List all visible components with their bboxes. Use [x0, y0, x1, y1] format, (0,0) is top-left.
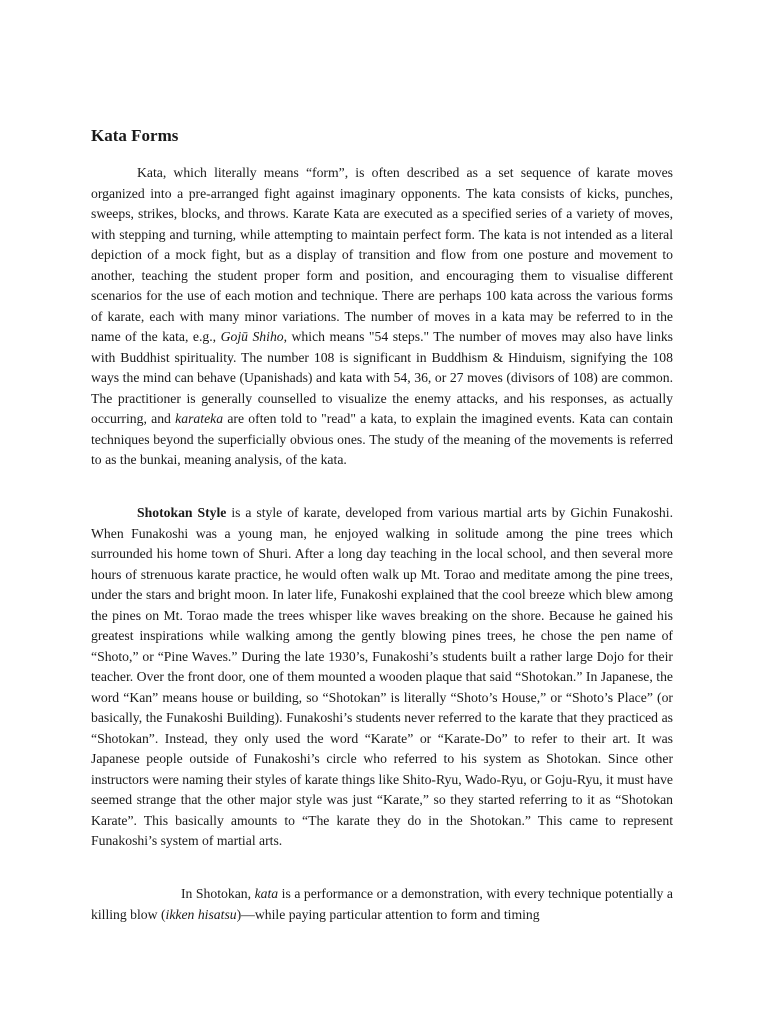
paragraph-text: is a performance or a demonstration, with every technique potentially a killing blow ( [91, 886, 673, 922]
paragraph-text: are often told to "read" a kata, to explain the imagined events. Kata can contain techniques beyond the superficially obvious ones. The study of the meaning of the movements is referred to as the bunkai, meaning analysis, of the kata. [91, 411, 673, 467]
paragraph-text: is a style of karate, developed from various martial arts by Gichin Funakoshi. When Funakoshi was a young man, he enjoyed walking in solitude among the pine trees which surrounded his home town of Shuri. After a long day teaching in the local school, and then several more hours of strenuous karate practice, he would often walk up Mt. Torao and meditate among the pine trees, under the stars and bright moon. In later life, Funakoshi explained that the cool breeze which blew among the pines on Mt. Torao made the trees whisper like waves breaking on the shore. Because he gained his greatest inspirations while walking among the gently blowing pines trees, he chose the pen name of “Shoto,” or “Pine Waves.” During the late 1930’s, Funakoshi’s students built a rather large Dojo for their teacher. Over the front door, one of them mounted a wooden plaque that said “Shotokan.” In Japanese, the word “Kan” means house or building, so “Shotokan” is literally “Shoto’s House,” or “Shoto’s Place” (or basically, the Funakoshi Building). Funakoshi’s students never referred to the karate that they practiced as “Shotokan”. Instead, they only used the word “Karate” or “Karate-Do” to refer to their art. It was Japanese people outside of Funakoshi’s circle who referred to his system as Shotokan. Since other instructors were naming their styles of karate things like Shito-Ryu, Wado-Ryu, or Goju-Ryu, it must have seemed strange that the other major style was just “Karate,” so they started referring to it as “Shotokan Karate”. This basically amounts to “The karate they do in the Shotokan.” This came to represent Funakoshi’s system of martial arts. [91, 505, 673, 848]
paragraph-text: , which means "54 steps." The number of moves may also have links with Buddhist spirituality. The number 108 is significant in Buddhism & Hinduism, signifying the 108 ways the mind can behave (Upanishads) and kata with 54, 36, or 27 moves (divisors of 108) are common. The practitioner is generally counselled to visualize the enemy attacks, and his responses, as actually occurring, and [91, 329, 673, 426]
paragraph-text: )—while paying particular attention to form and timing [236, 906, 540, 922]
italic-term-goju-shiho: Gojū Shiho [220, 329, 284, 344]
paragraph-kata-description [91, 163, 673, 471]
paragraph-shotokan-kata [91, 884, 673, 925]
italic-term-kata: kata [254, 886, 279, 901]
paragraph-shotokan-style [91, 503, 673, 852]
section-heading: Kata Forms [91, 126, 179, 145]
italic-term-ikken-hisatsu: ikken hisatsu [165, 906, 237, 922]
paragraph-text: Kata, which literally means “form”, is often described as a set sequence of karate moves organized into a pre-arranged fight against imaginary opponents. The kata consists of kicks, punches, sweeps, strikes, blocks, and throws. Karate Kata are executed as a specified series of a variety of moves, with stepping and turning, while attempting to maintain perfect form. The kata is not intended as a literal depiction of a mock fight, but as a display of transition and flow from one posture and movement to another, teaching the student proper form and position, and encouraging them to visualise different scenarios for the use of each motion and technique. There are perhaps 100 kata across the various forms of karate, each with many minor variations. The number of moves in a kata may be referred to in the name of the kata, e.g., [91, 165, 673, 344]
italic-term-karateka: karateka [175, 411, 224, 426]
bold-term-shotokan-style: Shotokan Style [137, 505, 227, 520]
paragraph-text: In Shotokan, [181, 886, 255, 901]
